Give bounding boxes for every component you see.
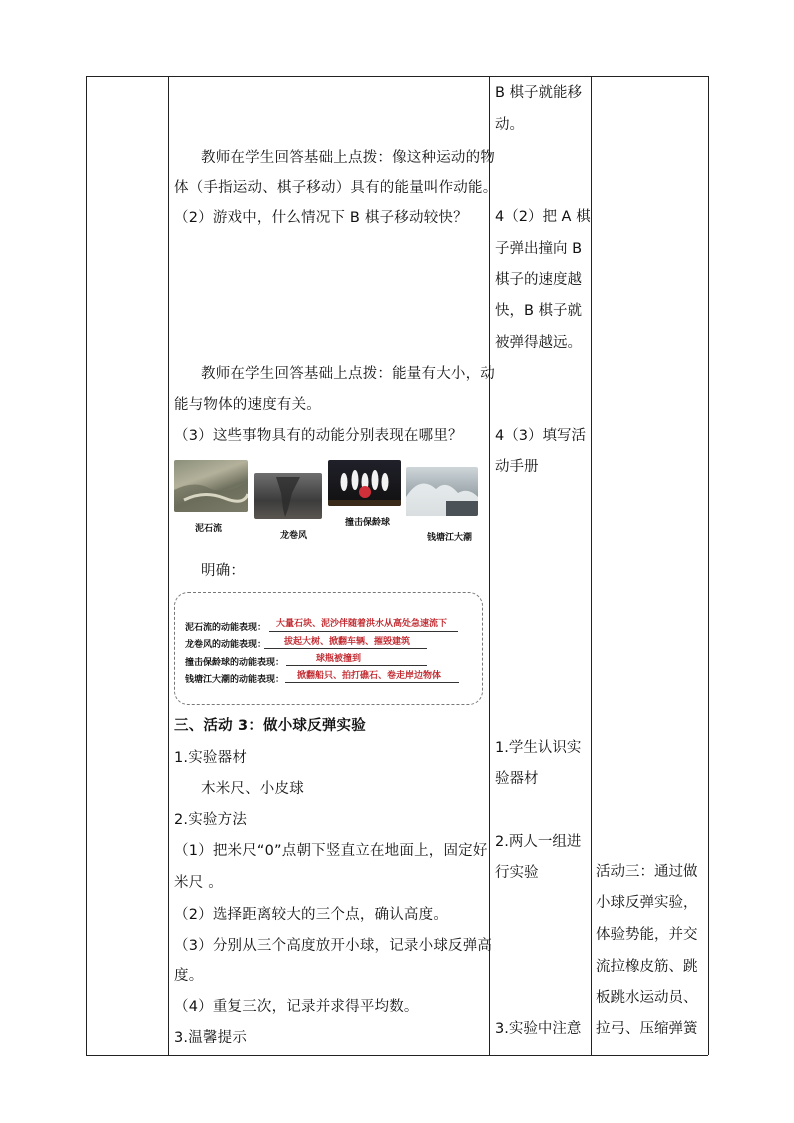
design-intent-line-3: 体验势能，并交 bbox=[596, 927, 698, 943]
method-3-cont: 度。 bbox=[174, 968, 204, 984]
answer-underline bbox=[269, 631, 458, 632]
caption-mudslide: 泥石流 bbox=[195, 524, 223, 534]
paragraph-kinetic-energy: 教师在学生回答基础上点拨：像这种运动的物 bbox=[201, 150, 495, 166]
answer-value-tidal-bore: 掀翻船只、拍打礁石、卷走岸边物体 bbox=[297, 671, 442, 681]
table-top-border bbox=[86, 76, 708, 77]
design-intent-line-2: 小球反弹实验， bbox=[596, 895, 698, 911]
student-activity-2-cont: 行实验 bbox=[495, 865, 539, 881]
answer-underline bbox=[286, 665, 427, 666]
student-answer-1: B 棋子就能移 bbox=[495, 85, 583, 101]
method-1: （1）把米尺“0”点朝下竖直立在地面上，固定好 bbox=[174, 843, 488, 859]
activity-3-heading: 三、活动 3：做小球反弹实验 bbox=[174, 718, 366, 734]
table-border-col4 bbox=[591, 76, 592, 1055]
student-answer-3: 4（3）填写活 bbox=[495, 428, 586, 444]
paragraph-kinetic-energy-cont: 体（手指运动、棋子移动）具有的能量叫作动能。 bbox=[174, 180, 498, 196]
paragraph-energy-size-cont: 能与物体的速度有关。 bbox=[174, 397, 321, 413]
table-bottom-border bbox=[86, 1055, 708, 1056]
question-2: （2）游戏中，什么情况下 B 棋子移动较快？ bbox=[174, 210, 468, 226]
design-intent-line-6: 拉弓、压缩弹簧 bbox=[596, 1021, 698, 1037]
answer-label-bowling: 撞击保龄球的动能表现： bbox=[185, 658, 285, 668]
student-answer-2: 4（2）把 A 棋 bbox=[495, 209, 591, 225]
student-activity-1: 1.学生认识实 bbox=[495, 740, 582, 756]
mudslide-illustration bbox=[174, 460, 248, 512]
step-1-heading: 1.实验器材 bbox=[174, 750, 248, 766]
table-border-col3 bbox=[489, 76, 490, 1055]
table-border-right bbox=[708, 76, 709, 1055]
step-3-heading: 3.温馨提示 bbox=[174, 1030, 248, 1046]
design-intent-line-4: 流拉橡皮筋、跳 bbox=[596, 959, 698, 975]
student-activity-1-cont: 验器材 bbox=[495, 771, 539, 787]
caption-tornado: 龙卷风 bbox=[280, 531, 308, 541]
method-3: （3）分别从三个高度放开小球，记录小球反弹高 bbox=[174, 938, 493, 954]
answer-label-tornado: 龙卷风的动能表现： bbox=[185, 640, 267, 650]
method-2: （2）选择距离较大的三个点，确认高度。 bbox=[174, 907, 449, 923]
tornado-image bbox=[254, 473, 322, 519]
caption-tidal-bore: 钱塘江大潮 bbox=[427, 533, 473, 543]
design-intent-line-1: 活动三：通过做 bbox=[596, 864, 698, 880]
student-answer-2-l5: 被弹得越远。 bbox=[495, 335, 582, 351]
table-border-left bbox=[86, 76, 87, 1055]
student-answer-2-l4: 快，B 棋子就 bbox=[495, 303, 583, 319]
answer-label-tidal-bore: 钱塘江大潮的动能表现： bbox=[185, 675, 285, 685]
design-intent-line-5: 板跳水运动员、 bbox=[596, 990, 698, 1006]
clarify-label: 明确： bbox=[201, 563, 246, 579]
bowling-pins-illustration bbox=[328, 460, 401, 506]
answer-value-mudslide: 大量石块、泥沙伴随着洪水从高处急速流下 bbox=[276, 619, 448, 629]
student-answer-3-cont: 动手册 bbox=[495, 459, 539, 475]
method-1-cont: 米尺 。 bbox=[174, 875, 223, 891]
answer-value-bowling: 球瓶被撞到 bbox=[316, 654, 362, 664]
student-answer-1-cont: 动。 bbox=[495, 117, 524, 133]
mudslide-image bbox=[174, 460, 248, 512]
answer-label-mudslide: 泥石流的动能表现： bbox=[185, 623, 267, 633]
step-2-heading: 2.实验方法 bbox=[174, 812, 248, 828]
paragraph-energy-size: 教师在学生回答基础上点拨：能量有大小，动 bbox=[201, 366, 495, 382]
table-border-col2 bbox=[168, 76, 169, 1055]
tidal-bore-image bbox=[406, 467, 478, 516]
tornado-illustration bbox=[254, 473, 322, 519]
bowling-image bbox=[328, 460, 401, 506]
tidal-wave-illustration bbox=[406, 467, 478, 516]
student-answer-2-l2: 子弹出撞向 B bbox=[495, 241, 583, 257]
student-activity-3: 3.实验中注意 bbox=[495, 1021, 582, 1037]
caption-bowling: 撞击保龄球 bbox=[345, 518, 391, 528]
answer-underline bbox=[264, 648, 427, 649]
answer-underline bbox=[285, 682, 459, 683]
answer-value-tornado: 拔起大树、掀翻车辆、摧毁建筑 bbox=[284, 637, 411, 647]
method-4: （4）重复三次，记录并求得平均数。 bbox=[174, 999, 419, 1015]
question-3: （3）这些事物具有的动能分别表现在哪里？ bbox=[174, 428, 463, 444]
student-answer-2-l3: 棋子的速度越 bbox=[495, 272, 582, 288]
student-activity-2: 2.两人一组进 bbox=[495, 834, 582, 850]
step-1-materials: 木米尺、小皮球 bbox=[201, 781, 304, 797]
